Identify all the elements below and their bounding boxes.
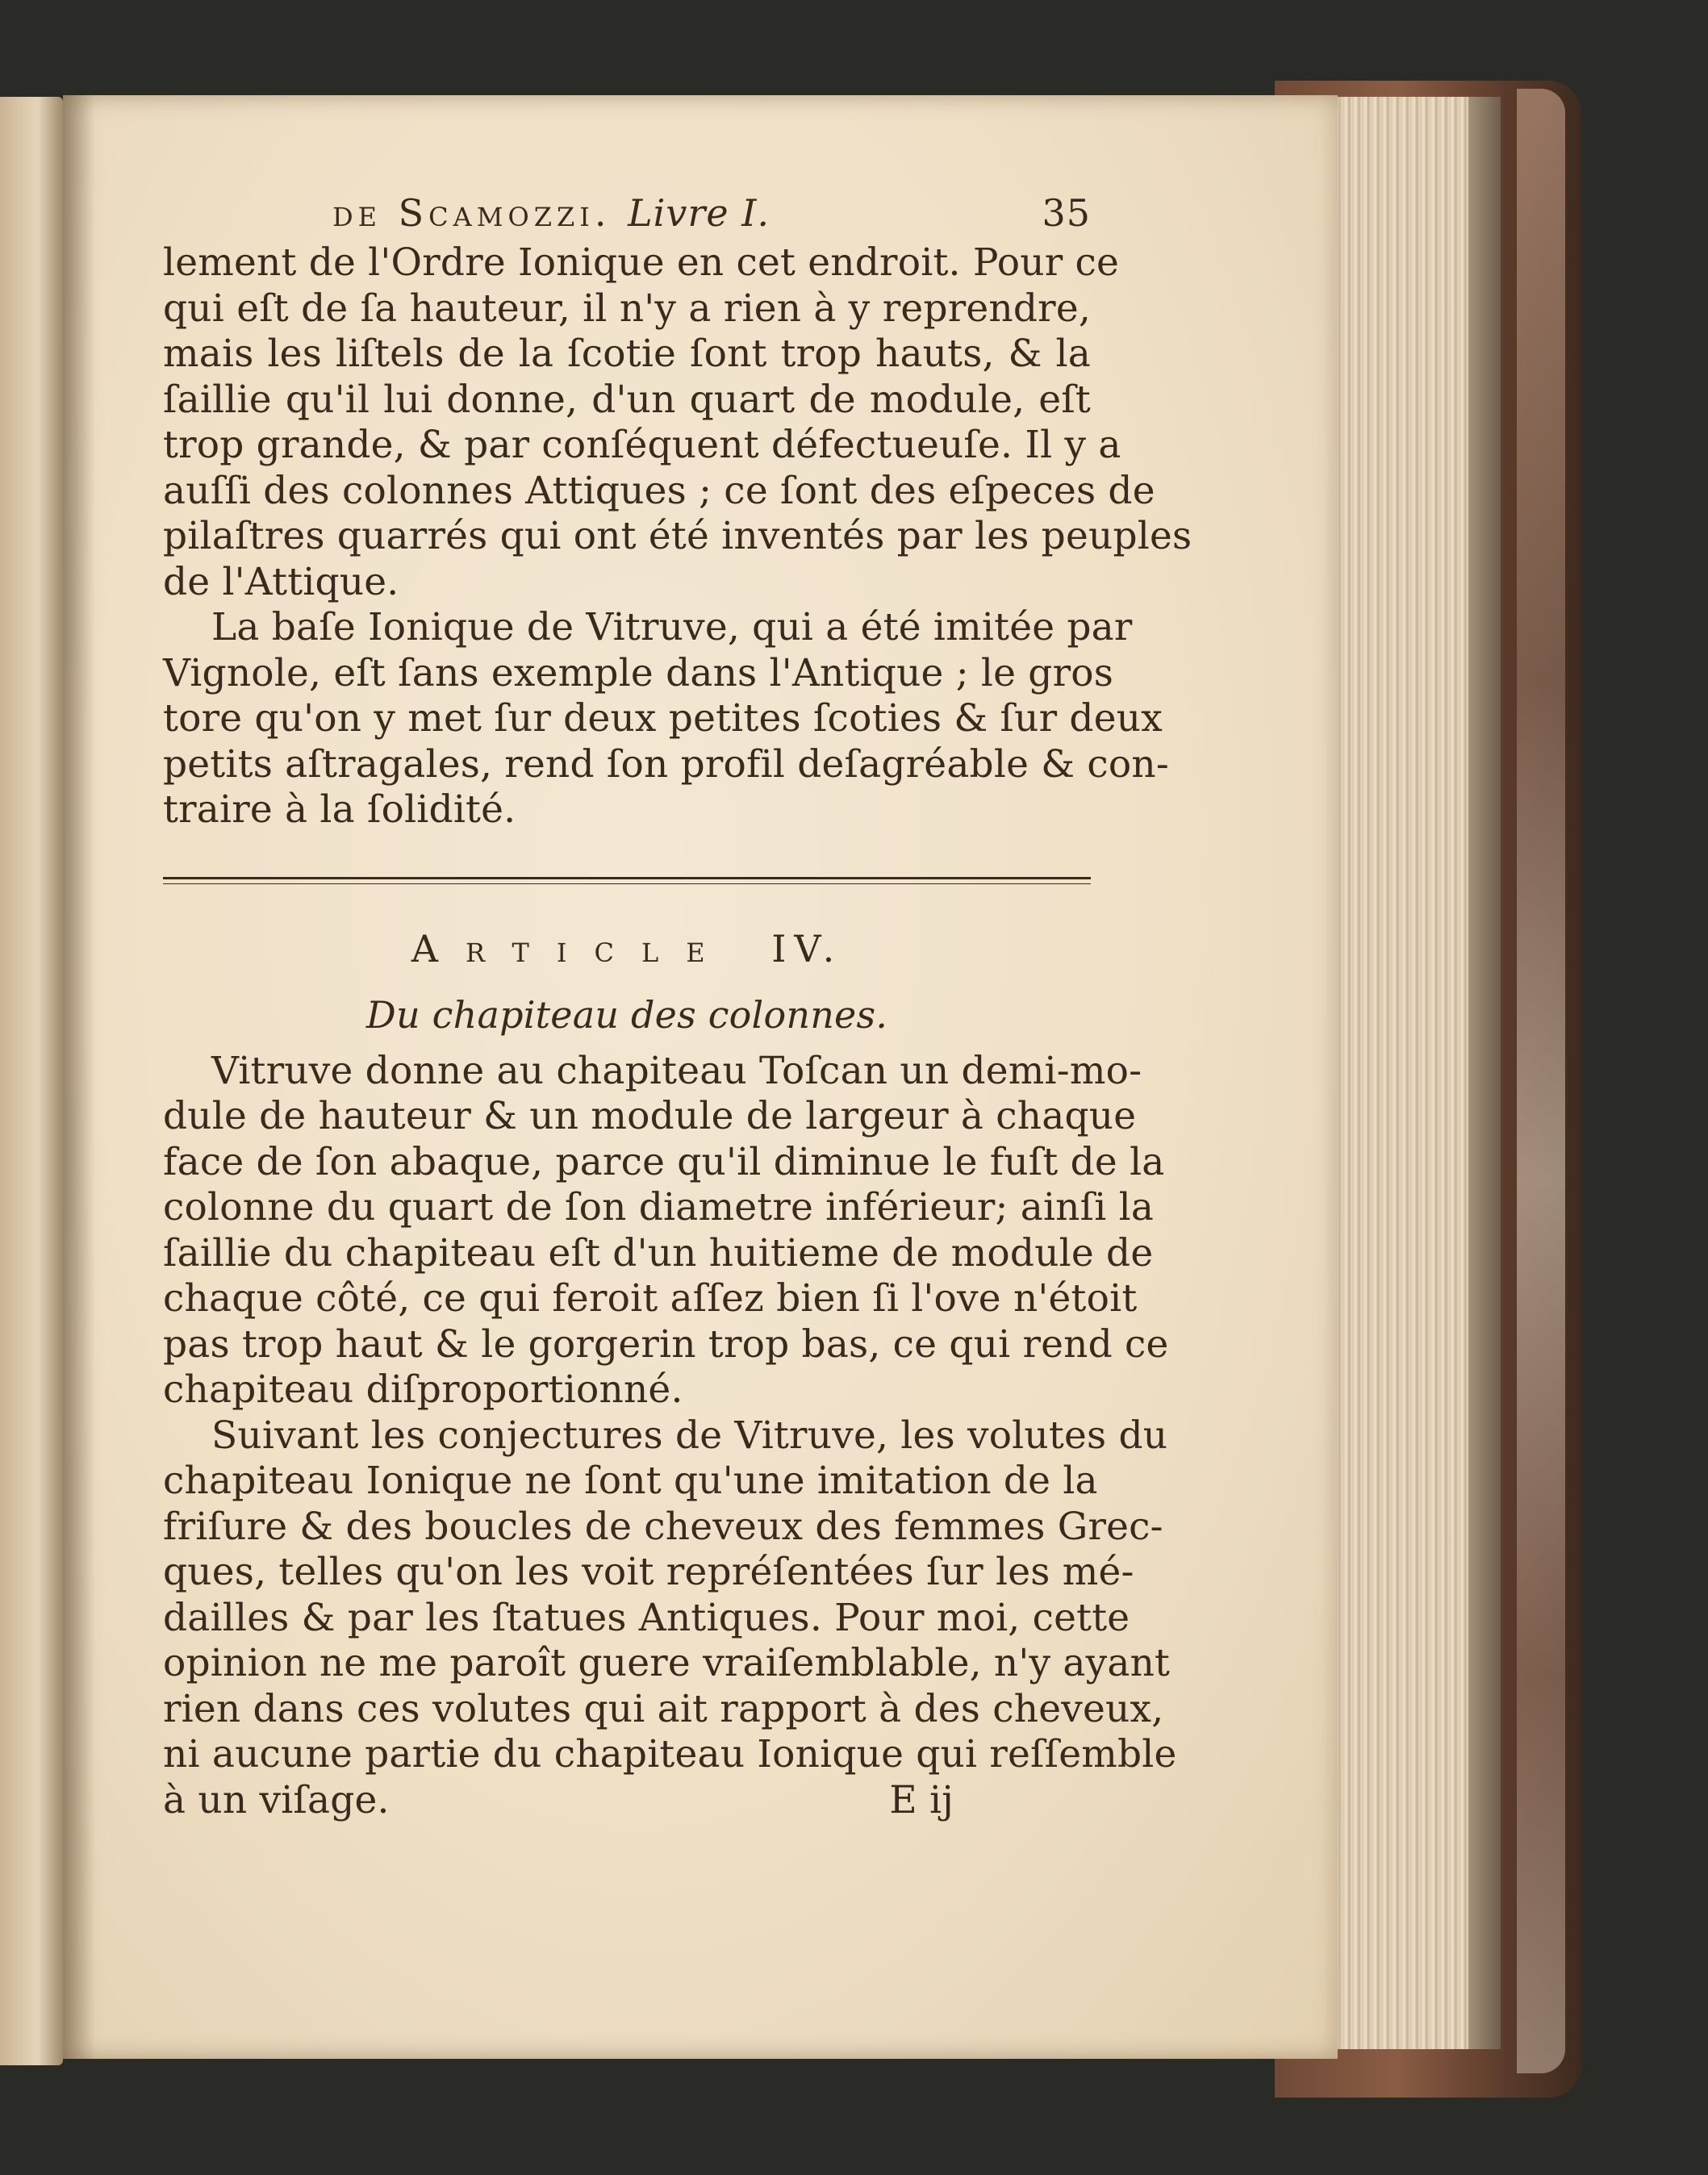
text-line: auſſi des colonnes Attiques ; ce ſont des eſpeces de bbox=[163, 468, 1155, 513]
last-line-row bbox=[163, 1778, 1091, 1824]
text-line: La baſe Ionique de Vitruve, qui a été imitée par bbox=[211, 605, 1133, 649]
article-heading bbox=[163, 926, 1091, 973]
text-line: lement de l'Ordre Ionique en cet endroit. Pour ce bbox=[163, 240, 1120, 285]
page-number: 35 bbox=[1042, 191, 1091, 235]
article-label: Article bbox=[411, 926, 733, 971]
running-title-text: de Scamozzi. bbox=[332, 191, 612, 235]
paragraph-2 bbox=[163, 605, 1169, 833]
text-line: chaque côté, ce qui feroit aſſez bien ſi l'ove n'étoit bbox=[163, 1276, 1138, 1321]
page-text bbox=[163, 184, 1192, 1823]
text-line: dule de hauteur & un module de largeur à chaque bbox=[163, 1094, 1137, 1138]
text-line: pilaſtres quarrés qui ont été inventés par les peuples bbox=[163, 514, 1192, 558]
page-gutter bbox=[63, 95, 95, 2059]
running-title bbox=[332, 190, 770, 236]
text-line: colonne du quart de ſon diametre inférieur; ainſi la bbox=[163, 1185, 1155, 1229]
text-line: tore qu'on y met ſur deux petites ſcoties & ſur deux bbox=[163, 696, 1163, 741]
cover-edge bbox=[1517, 89, 1565, 2073]
paragraph-3 bbox=[163, 1048, 1169, 1413]
text-line: face de ſon abaque, parce qu'il diminue le fuſt de la bbox=[163, 1139, 1165, 1184]
text-line: Suivant les conjectures de Vitruve, les volutes du bbox=[211, 1413, 1168, 1458]
text-line: Vitruve donne au chapiteau Toſcan un demi-mo- bbox=[211, 1048, 1142, 1093]
text-line: à un viſage. bbox=[163, 1777, 390, 1822]
text-line: ſaillie qu'il lui donne, d'un quart de module, eſt bbox=[163, 377, 1091, 422]
text-line: qui eſt de ſa hauteur, il n'y a rien à y reprendre, bbox=[163, 286, 1091, 331]
text-line: ques, telles qu'on les voit repréſentées ſur les mé- bbox=[163, 1550, 1134, 1594]
text-line: traire à la ſolidité. bbox=[163, 787, 516, 832]
text-line: rien dans ces volutes qui ait rapport à des cheveux, bbox=[163, 1686, 1164, 1731]
text-line: friſure & des boucles de cheveux des femmes Grec- bbox=[163, 1504, 1163, 1549]
paragraph-4 bbox=[163, 1413, 1177, 1824]
running-header bbox=[163, 184, 1091, 240]
facing-page-edge bbox=[0, 97, 63, 2065]
text-line: Vignole, eſt ſans exemple dans l'Antique ; le gros bbox=[163, 650, 1114, 695]
text-line: dailles & par les ſtatues Antiques. Pour moi, cette bbox=[163, 1595, 1130, 1640]
text-line: trop grande, & par conſéquent défectueuſe. Il y a bbox=[163, 423, 1121, 467]
text-line: chapiteau Ionique ne ſont qu'une imitation de la bbox=[163, 1459, 1098, 1503]
article-subtitle: Du chapiteau des colonnes. bbox=[365, 992, 888, 1037]
page-block-edge bbox=[1323, 97, 1476, 2049]
article-number: IV. bbox=[771, 926, 843, 971]
section-rule bbox=[163, 877, 1091, 884]
text-line: de l'Attique. bbox=[163, 559, 399, 604]
paragraph-1 bbox=[163, 240, 1192, 605]
text-line: petits aſtragales, rend ſon profil deſagréable & con- bbox=[163, 741, 1169, 787]
text-line: ni aucune partie du chapiteau Ionique qui reſſemble bbox=[163, 1732, 1177, 1776]
running-title-book: Livre I. bbox=[628, 191, 770, 235]
page-block-shadow bbox=[1468, 97, 1501, 2049]
text-line: pas trop haut & le gorgerin trop bas, ce qui rend ce bbox=[163, 1321, 1169, 1367]
text-line: chapiteau diſproportionné. bbox=[163, 1367, 683, 1412]
text-line: ſaillie du chapiteau eſt d'un huitieme de module de bbox=[163, 1230, 1154, 1275]
signature-mark: E ij bbox=[889, 1777, 954, 1822]
text-line: mais les liſtels de la ſcotie ſont trop hauts, & la bbox=[163, 332, 1091, 376]
text-line: opinion ne me paroît guere vraiſemblable, n'y ayant bbox=[163, 1641, 1171, 1685]
